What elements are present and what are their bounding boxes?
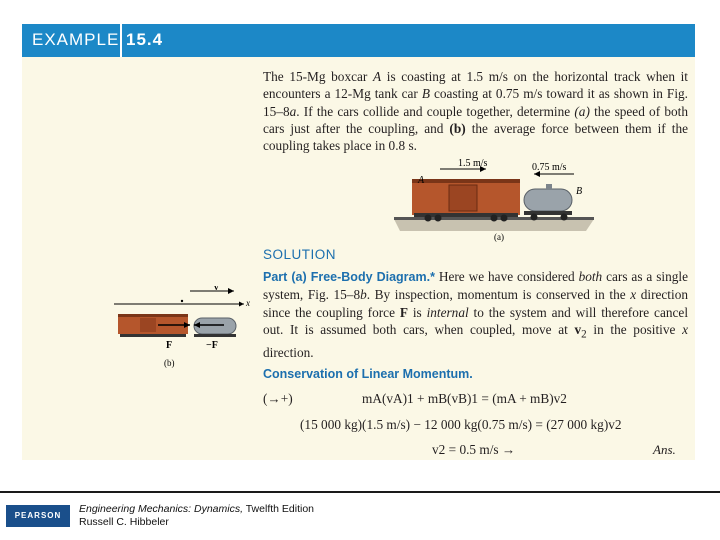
slide bbox=[22, 24, 695, 460]
figure-b-caption: (b) bbox=[164, 358, 175, 368]
tank-car-small-icon bbox=[194, 318, 236, 337]
tank-car-icon bbox=[524, 184, 572, 221]
example-header bbox=[22, 24, 695, 57]
footer-divider bbox=[0, 491, 720, 493]
pearson-logo: PEARSON bbox=[6, 505, 70, 527]
momentum-heading: Conservation of Linear Momentum. bbox=[263, 367, 473, 381]
force-label: F bbox=[166, 340, 173, 351]
author-name: Russell C. Hibbeler bbox=[79, 516, 169, 528]
book-citation: Engineering Mechanics: Dynamics, Twelfth Edition bbox=[79, 503, 315, 515]
speed-b-label: 0.75 m/s bbox=[532, 162, 567, 173]
car-a-label: A bbox=[418, 175, 425, 186]
speed-a-label: 1.5 m/s bbox=[458, 158, 488, 169]
example-label: EXAMPLE bbox=[32, 30, 120, 49]
header-divider bbox=[120, 24, 122, 57]
equation-result: v2 = 0.5 m/s → bbox=[432, 442, 516, 457]
solution-heading: SOLUTION bbox=[263, 247, 337, 262]
problem-statement: The 15-Mg boxcar A is coasting at 1.5 m/s on the horizontal track when it encounters a 12-Mg tank car B coasting at 0.75 m/s toward it as shown in Fig. 15–8a. If the cars collide and couple together, determine (a) the speed of both cars just after the coupling, and (b) the average force between them if the coupling takes place in 0.8 s. bbox=[263, 69, 688, 154]
answer-label: Ans. bbox=[653, 442, 676, 457]
example-number: 15.4 bbox=[126, 30, 164, 49]
negative-force-label: −F bbox=[206, 340, 218, 351]
x-axis-label: x bbox=[246, 298, 250, 308]
figure-b-free-body-diagram bbox=[94, 286, 252, 372]
boxcar-icon bbox=[412, 179, 520, 222]
figure-a-caption: (a) bbox=[494, 232, 504, 242]
car-b-label: B bbox=[576, 186, 583, 197]
equation-substituted: (15 000 kg)(1.5 m/s) − 12 000 kg(0.75 m/s) = (27 000 kg)v2 bbox=[300, 417, 622, 432]
figure-a-cars-on-track bbox=[394, 157, 594, 242]
equation-momentum: mA(vA)1 + mB(vB)1 = (mA + mB)v2 bbox=[362, 391, 567, 406]
free-body-paragraph: Part (a) Free-Body Diagram.* Here we have considered both cars as a single system, Fig. 15–8b. By inspection, momentum is conserved in the x direction since the coupling force F is internal to the system and will therefore cancel out. It is assumed both cars, when coupled, move at $v_2$ in the positive x direction. bbox=[263, 269, 689, 360]
velocity-label: v bbox=[214, 286, 219, 292]
momentum-direction: (→+) bbox=[263, 391, 293, 406]
